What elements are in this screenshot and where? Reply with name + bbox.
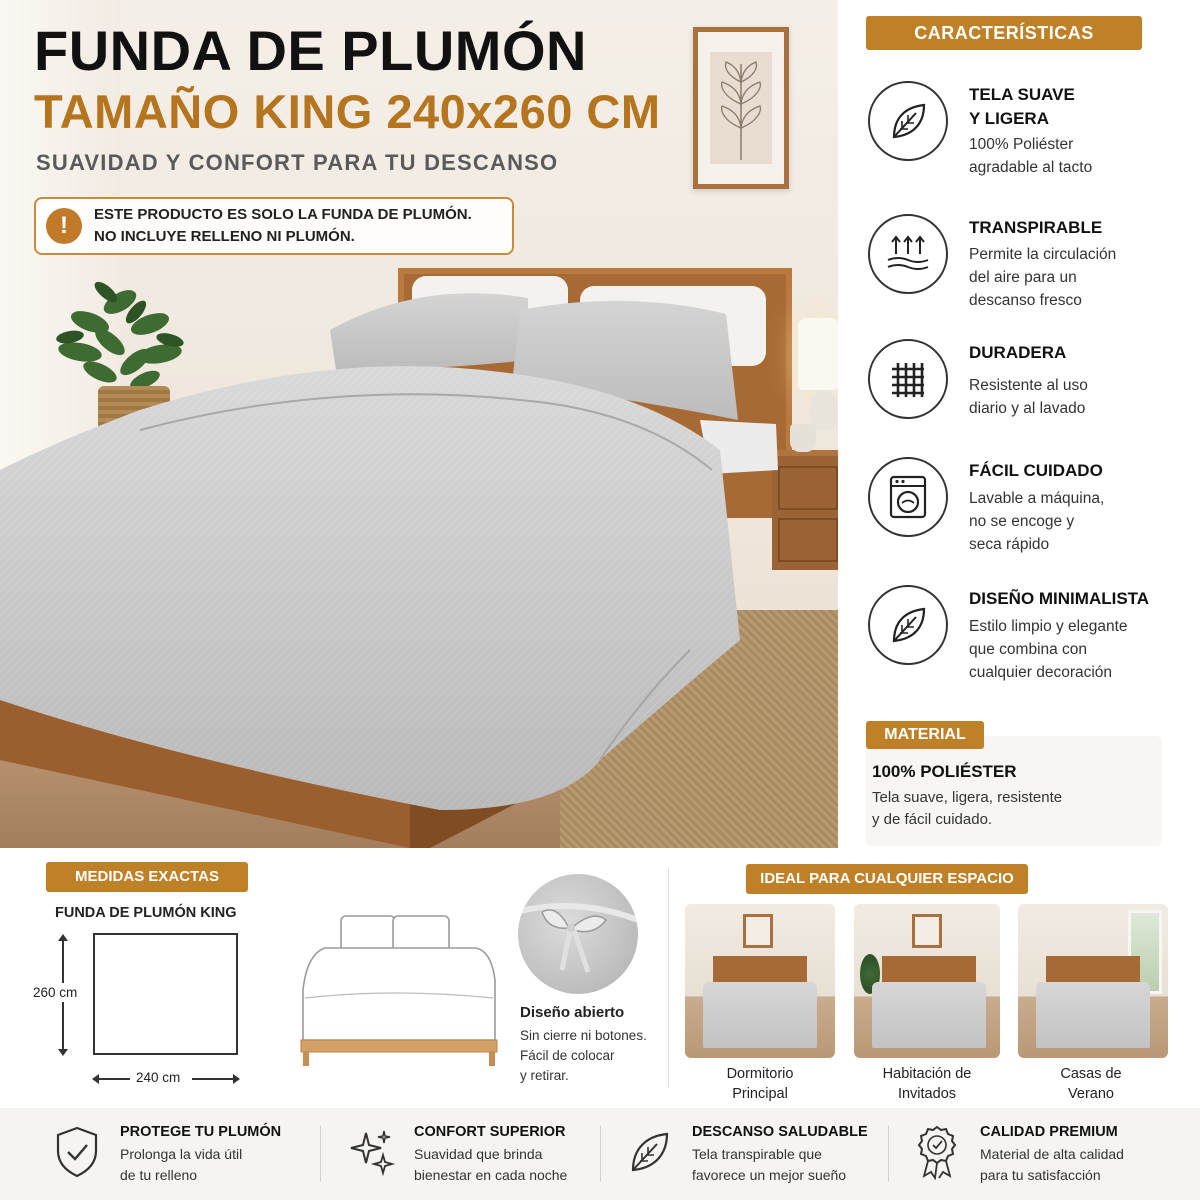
room-photo-guest <box>854 904 1000 1058</box>
feature-title: FÁCIL CUIDADO <box>969 461 1103 480</box>
benefit-comfort: CONFORT SUPERIOR Suavidad que brinda bienestar en cada noche <box>346 1122 606 1190</box>
feature-desc: 100% Poliéster agradable al tacto <box>969 136 1093 176</box>
room-label-guest: Habitación de Invitados <box>882 1066 972 1102</box>
spaces-heading: IDEAL PARA CUALQUIER ESPACIO <box>746 864 1028 894</box>
room-photo-summer <box>1018 904 1168 1058</box>
subtitle: SUAVIDAD Y CONFORT PARA TU DESCANSO <box>36 150 559 175</box>
feature-title: DURADERA <box>969 343 1067 362</box>
feature-soft-fabric <box>866 81 1196 191</box>
feature-desc: Estilo limpio y elegante que combina con cualquier decoración <box>969 618 1128 681</box>
bow-tie-icon <box>518 874 638 994</box>
washing-machine-icon <box>868 457 948 537</box>
width-label: 240 cm <box>136 1070 181 1085</box>
weave-icon <box>868 339 948 419</box>
leaf-icon <box>624 1124 674 1180</box>
warning-line-2: NO INCLUYE RELLENO NI PLUMÓN. <box>94 228 355 245</box>
tie-closure-photo <box>518 874 638 994</box>
divider <box>600 1126 601 1182</box>
feature-title: TELA SUAVE Y LIGERA <box>969 85 1075 128</box>
feature-minimalist <box>866 585 1196 695</box>
width-arrow-right <box>192 1078 238 1080</box>
room-label-summer: Casas de Verano <box>1060 1066 1122 1102</box>
width-arrow-left <box>94 1078 130 1080</box>
divider <box>668 868 669 1088</box>
airflow-icon <box>868 214 948 294</box>
feature-desc: Resistente al uso diario y al lavado <box>969 377 1088 417</box>
details-row <box>0 848 1200 1106</box>
room-label-master: Dormitorio Principal <box>726 1066 794 1102</box>
benefit-protect: PROTEGE TU PLUMÓN Prolonga la vida útil de tu relleno <box>52 1122 312 1190</box>
benefits-strip <box>0 1108 1200 1200</box>
feature-desc: Permite la circulación del aire para un descanso fresco <box>969 246 1117 309</box>
sparkles-icon <box>346 1124 396 1180</box>
material-heading: MATERIAL <box>866 721 984 749</box>
hero-photo <box>0 0 838 848</box>
feature-easy-care <box>866 457 1196 567</box>
exclamation-icon: ! <box>46 208 82 244</box>
measures-label: FUNDA DE PLUMÓN KING <box>55 905 237 921</box>
closure-title: Diseño abierto <box>520 1004 625 1021</box>
warning-notice <box>34 197 514 255</box>
benefit-healthy-rest: DESCANSO SALUDABLE Tela transpirable que favorece un mejor sueño <box>624 1122 894 1190</box>
feature-durable <box>866 339 1196 439</box>
title-line-1: FUNDA DE PLUMÓN <box>34 19 587 82</box>
title-line-2: TAMAÑO KING 240x260 CM <box>34 85 661 138</box>
closure-desc: Sin cierre ni botones. Fácil de colocar y retirar. <box>520 1028 647 1083</box>
bed-line-drawing <box>295 910 515 1070</box>
room-photo-master <box>685 904 835 1058</box>
warning-text <box>94 204 472 248</box>
size-diagram <box>93 933 238 1055</box>
feature-desc: Lavable a máquina, no se encoge y seca rápido <box>969 490 1105 553</box>
leaf-icon <box>868 585 948 665</box>
divider <box>888 1126 889 1182</box>
feature-title: DISEÑO MINIMALISTA <box>969 589 1150 608</box>
shield-check-icon <box>52 1124 102 1180</box>
material-title: 100% POLIÉSTER <box>872 762 1017 781</box>
height-label: 260 cm <box>33 985 78 1000</box>
measures-heading: MEDIDAS EXACTAS <box>46 862 248 892</box>
warning-line-1: ESTE PRODUCTO ES SOLO LA FUNDA DE PLUMÓN. <box>94 206 472 223</box>
leaf-icon <box>868 81 948 161</box>
feature-breathable <box>866 214 1196 324</box>
benefit-premium: CALIDAD PREMIUM Material de alta calidad para tu satisfacción <box>912 1122 1182 1190</box>
characteristics-panel <box>838 0 1200 848</box>
characteristics-heading: CARACTERÍSTICAS <box>866 16 1142 50</box>
feature-title: TRANSPIRABLE <box>969 218 1103 237</box>
material-desc: Tela suave, ligera, resistente y de fácil cuidado. <box>872 789 1063 828</box>
divider <box>320 1126 321 1182</box>
medal-icon <box>912 1124 962 1180</box>
